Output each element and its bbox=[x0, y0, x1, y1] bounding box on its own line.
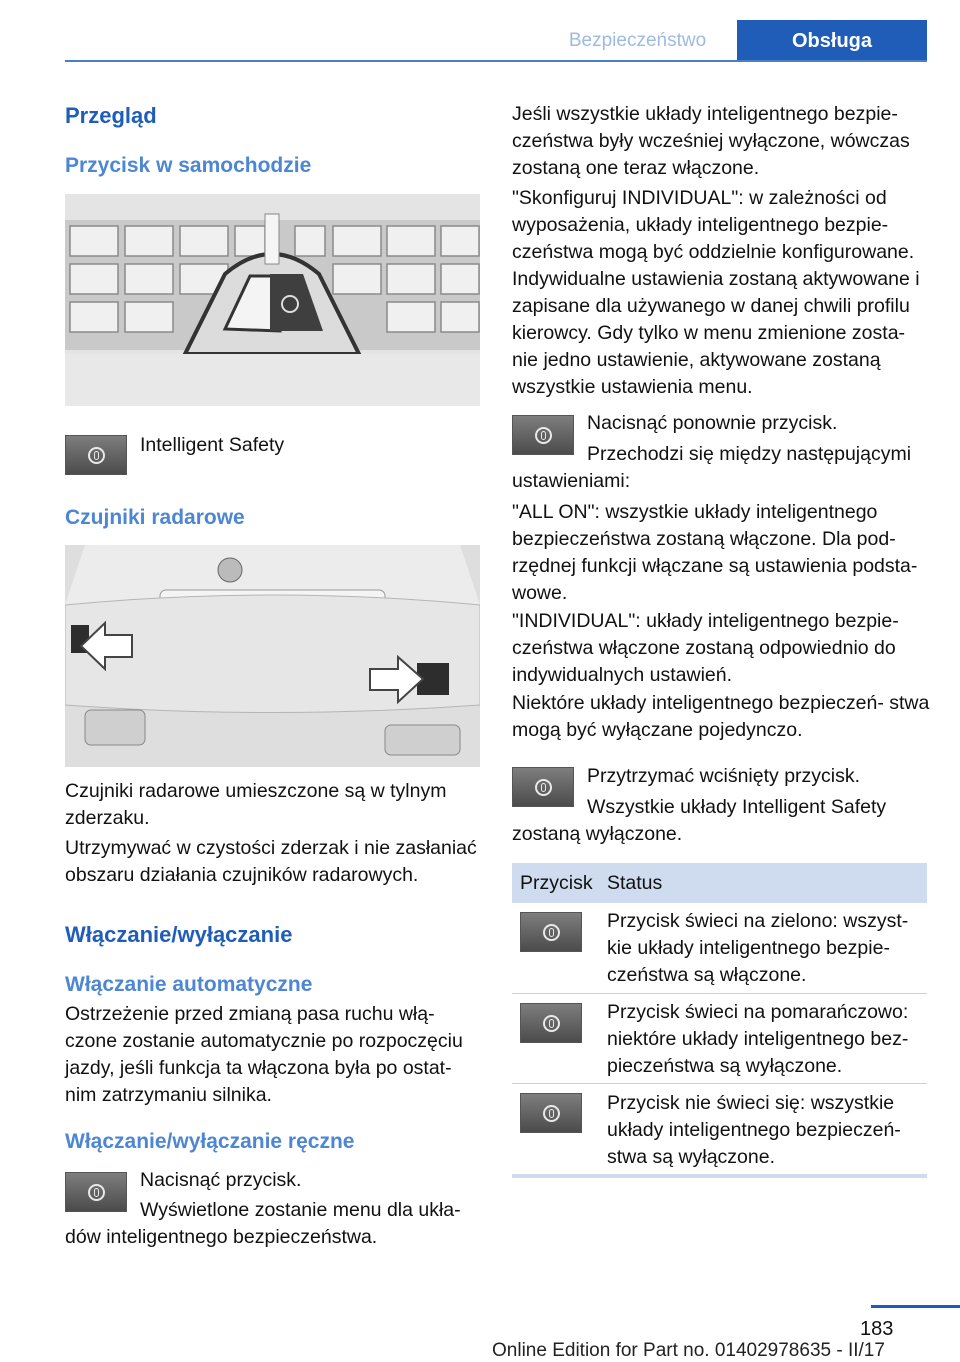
rear-bumper-photo bbox=[65, 545, 480, 767]
step-press-again: Nacisnąć ponownie przycisk. bbox=[587, 412, 838, 434]
table-row: Przycisk świeci na zielono: wszyst‐ kie układy inteligentnego bezpie‐ czeństwa są włączone. bbox=[607, 910, 909, 986]
table-row: Przycisk nie świeci się: wszystkie układy inteligentnego bezpieczeń‐ stwa są wyłączone. bbox=[607, 1092, 901, 1168]
page-number: 183 bbox=[860, 1318, 894, 1340]
intelligent-safety-button-icon bbox=[65, 435, 127, 475]
button-off-icon bbox=[520, 1093, 582, 1133]
auto-text: Ostrzeżenie przed zmianą pasa ruchu włą‐ czone zostanie automatycznie po rozpoczęciu jazdy, jeśli funkcja ta włączona była po ostat‐ nim zatrzymaniu silnika. bbox=[65, 1003, 463, 1106]
subheading-radar: Czujniki radarowe bbox=[65, 506, 245, 529]
button-green-icon bbox=[520, 912, 582, 952]
subheading-auto: Włączanie automatyczne bbox=[65, 973, 313, 996]
col-header-status: Status bbox=[607, 872, 663, 894]
tab-bezpieczenstwo[interactable]: Bezpieczeństwo bbox=[568, 30, 707, 51]
button-label: Intelligent Safety bbox=[140, 434, 285, 456]
table-bottom-rule bbox=[512, 1174, 927, 1178]
edition-text: Online Edition for Part no. 01402978635 - II/17 bbox=[492, 1340, 885, 1361]
radar-clean-text: Utrzymywać w czystości zderzak i nie zasłaniać obszaru działania czujników radarowych. bbox=[65, 837, 477, 886]
section-onoff: Włączanie/wyłączanie bbox=[65, 922, 293, 947]
col-header-button: Przycisk bbox=[520, 872, 593, 894]
header-rule bbox=[65, 60, 927, 62]
row-divider bbox=[512, 993, 927, 994]
right-p2: "Skonfiguruj INDIVIDUAL": w zależności od wyposażenia, układy inteligentnego bezpie‐ czeństwa mogą być oddzielnie konfigurowane. Indywidualne ustawienia zostaną aktywowane i zapisane dla używanego w danej chwili profilu kierowcy. Gdy tylko w menu zmienione zosta‐ nie jedno ustawienie, aktywowane zostaną wszystkie ustawienia menu. bbox=[512, 187, 920, 398]
button-orange-icon bbox=[520, 1003, 582, 1043]
page-title: Przegląd bbox=[65, 103, 157, 128]
subheading-manual: Włączanie/wyłączanie ręczne bbox=[65, 1130, 355, 1153]
table-row: Przycisk świeci na pomarańczowo: niektóre układy inteligentnego bez‐ pieczeństwa są wyłączone. bbox=[607, 1001, 909, 1077]
footer-rule bbox=[871, 1305, 960, 1308]
right-p4: "ALL ON": wszystkie układy inteligentnego bezpieczeństwa zostaną włączone. Dla pod‐ rzędnej funkcji włączane są ustawienia podsta‐ wowe. bbox=[512, 501, 918, 604]
radar-location-text: Czujniki radarowe umieszczone są w tylnym zderzaku. bbox=[65, 780, 447, 829]
manual-text: Wyświetlone zostanie menu dla ukła‐ dów inteligentnego bezpieczeństwa. bbox=[65, 1199, 461, 1248]
step-hold: Przytrzymać wciśnięty przycisk. bbox=[587, 765, 861, 787]
tab-obsluga[interactable]: Obsługa bbox=[737, 20, 927, 62]
row-divider bbox=[512, 1083, 927, 1084]
right-p1: Jeśli wszystkie układy inteligentnego bezpie‐ czeństwa były wcześniej wyłączone, wówczas zostaną one teraz włączone. bbox=[512, 103, 910, 179]
right-p3: Przechodzi się między następującymi ustawieniami: bbox=[512, 443, 912, 492]
right-p5: "INDIVIDUAL": układy inteligentnego bezpie‐ czeństwa włączone zostaną odpowiednio do indywidualnych ustawień. bbox=[512, 610, 899, 686]
manual-step: Nacisnąć przycisk. bbox=[140, 1169, 302, 1191]
right-p6: Niektóre układy inteligentnego bezpieczeń‐ stwa mogą być wyłączane pojedynczo. bbox=[512, 692, 930, 741]
right-p7: Wszystkie układy Intelligent Safety zostaną wyłączone. bbox=[512, 796, 887, 845]
grille-photo bbox=[65, 194, 480, 415]
subheading-button-in-car: Przycisk w samochodzie bbox=[65, 154, 312, 177]
